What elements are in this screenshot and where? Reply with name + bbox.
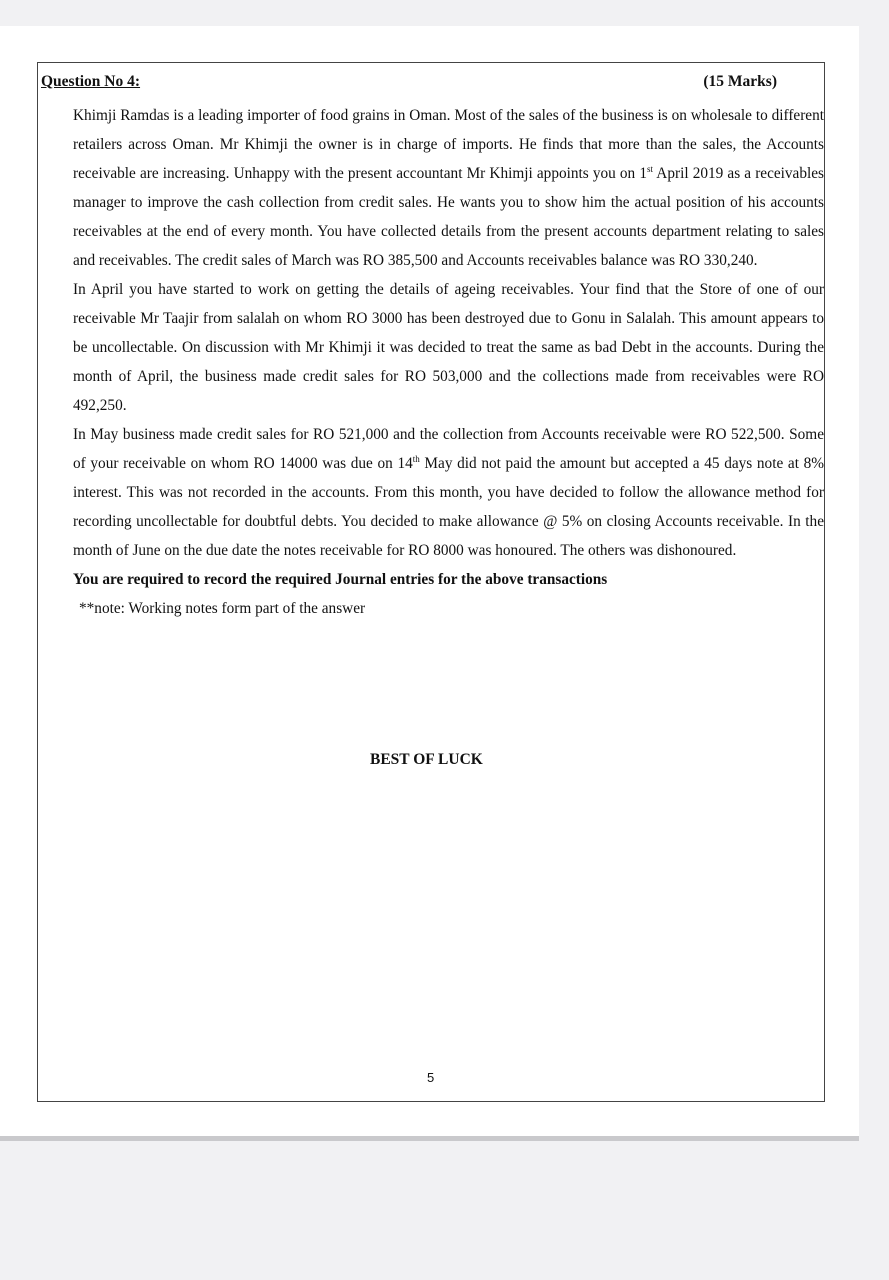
- paragraph-may-text-1: In May business made credit sales for RO 521,000 and the collection from Accounts receivable were RO 522,500. Some of your receivable on whom RO 14000 was due on 14: [73, 426, 824, 472]
- ordinal-superscript: th: [412, 453, 420, 464]
- question-marks: (15 Marks): [703, 73, 777, 90]
- paragraph-intro-text-1: Khimji Ramdas is a leading importer of food grains in Oman. Most of the sales of the business is on wholesale to different retailers across Oman. Mr Khimji the owner is in charge of imports. He finds that more than the sales, the Accounts receivable are increasing. Unhappy with the present accountant Mr Khimji appoints you on 1: [73, 107, 824, 182]
- paragraph-may: [73, 420, 824, 565]
- paragraph-intro: [73, 101, 824, 275]
- page-number: 5: [427, 1070, 435, 1085]
- required-instruction: You are required to record the required Journal entries for the above transactions: [73, 571, 608, 588]
- question-header: [41, 73, 819, 95]
- best-of-luck: BEST OF LUCK: [370, 751, 483, 768]
- question-frame: [37, 62, 825, 1102]
- question-title: Question No 4:: [41, 73, 141, 90]
- paragraph-may-text-2: May did not paid the amount but accepted a 45 days note at 8% interest. This was not recorded in the accounts. From this month, you have decided to follow the allowance method for recording uncollectable for doubtful debts. You decided to make allowance @ 5% on closing Accounts receivable. In the month of June on the due date the notes receivable for RO 8000 was honoured. The others was dishonoured.: [73, 455, 824, 559]
- working-note: **note: Working notes form part of the answer: [79, 600, 366, 617]
- document-page: [0, 26, 859, 1141]
- ordinal-superscript: st: [646, 163, 653, 174]
- paragraph-intro-text-2: April 2019 as a receivables manager to improve the cash collection from credit sales. He wants you to show him the actual position of his accounts receivables at the end of every month. You have collected details from the present accounts department relating to sales and receivables. The credit sales of March was RO 385,500 and Accounts receivables balance was RO 330,240.: [73, 165, 824, 269]
- paragraph-april: In April you have started to work on getting the details of ageing receivables. Your find that the Store of one of our receivable Mr Taajir from salalah on whom RO 3000 has been destroyed due to Gonu in Salalah. This amount appears to be uncollectable. On discussion with Mr Khimji it was decided to treat the same as bad Debt in the accounts. During the month of April, the business made credit sales for RO 503,000 and the collections made from receivables were RO 492,250.: [73, 281, 824, 414]
- question-body: [73, 101, 824, 623]
